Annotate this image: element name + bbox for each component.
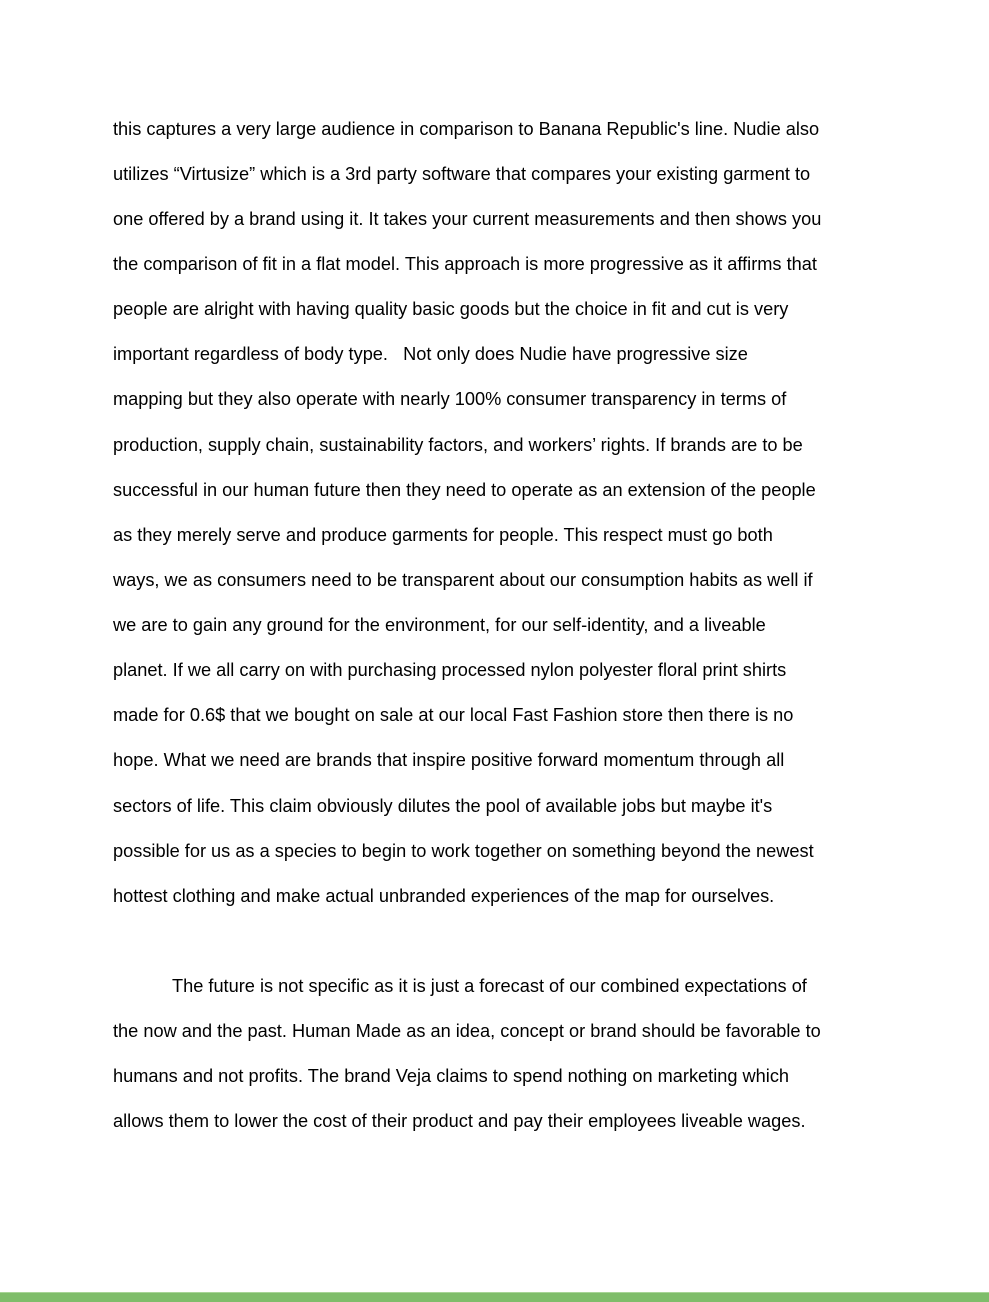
text-line: as they merely serve and produce garments for people. This respect must go both: [113, 525, 773, 545]
text-line: humans and not profits. The brand Veja claims to spend nothing on marketing which: [113, 1066, 790, 1086]
text-line: hottest clothing and make actual unbranded experiences of the map for ourselves.: [113, 886, 775, 906]
text-line: people are alright with having quality basic goods but the choice in fit and cut is very: [113, 299, 789, 319]
text-line: one offered by a brand using it. It takes your current measurements and then shows you: [113, 209, 822, 229]
text-line: ways, we as consumers need to be transparent about our consumption habits as well if: [113, 570, 813, 590]
text-line: mapping but they also operate with nearly 100% consumer transparency in terms of: [113, 389, 787, 409]
text-line: sectors of life. This claim obviously dilutes the pool of available jobs but maybe it's: [113, 796, 773, 816]
text-line: allows them to lower the cost of their product and pay their employees liveable wages.: [113, 1111, 806, 1131]
text-line: production, supply chain, sustainability factors, and workers’ rights. If brands are to be: [113, 435, 803, 455]
text-line: important regardless of body type. Not only does Nudie have progressive size: [113, 344, 748, 364]
text-line: successful in our human future then they need to operate as an extension of the people: [113, 480, 816, 500]
text-line: made for 0.6$ that we bought on sale at our local Fast Fashion store then there is no: [113, 705, 794, 725]
text-line: the comparison of fit in a flat model. This approach is more progressive as it affirms that: [113, 254, 817, 274]
text-line: The future is not specific as it is just a forecast of our combined expectations of: [172, 976, 807, 996]
text-line: planet. If we all carry on with purchasing processed nylon polyester floral print shirts: [113, 660, 787, 680]
text-line: we are to gain any ground for the environment, for our self-identity, and a liveable: [113, 615, 766, 635]
text-line: utilizes “Virtusize” which is a 3rd party software that compares your existing garment to: [113, 164, 811, 184]
text-line: this captures a very large audience in comparison to Banana Republic's line. Nudie also: [113, 119, 820, 139]
text-line: possible for us as a species to begin to work together on something beyond the newest: [113, 841, 814, 861]
text-line: the now and the past. Human Made as an idea, concept or brand should be favorable to: [113, 1021, 821, 1041]
text-line: hope. What we need are brands that inspire positive forward momentum through all: [113, 750, 785, 770]
